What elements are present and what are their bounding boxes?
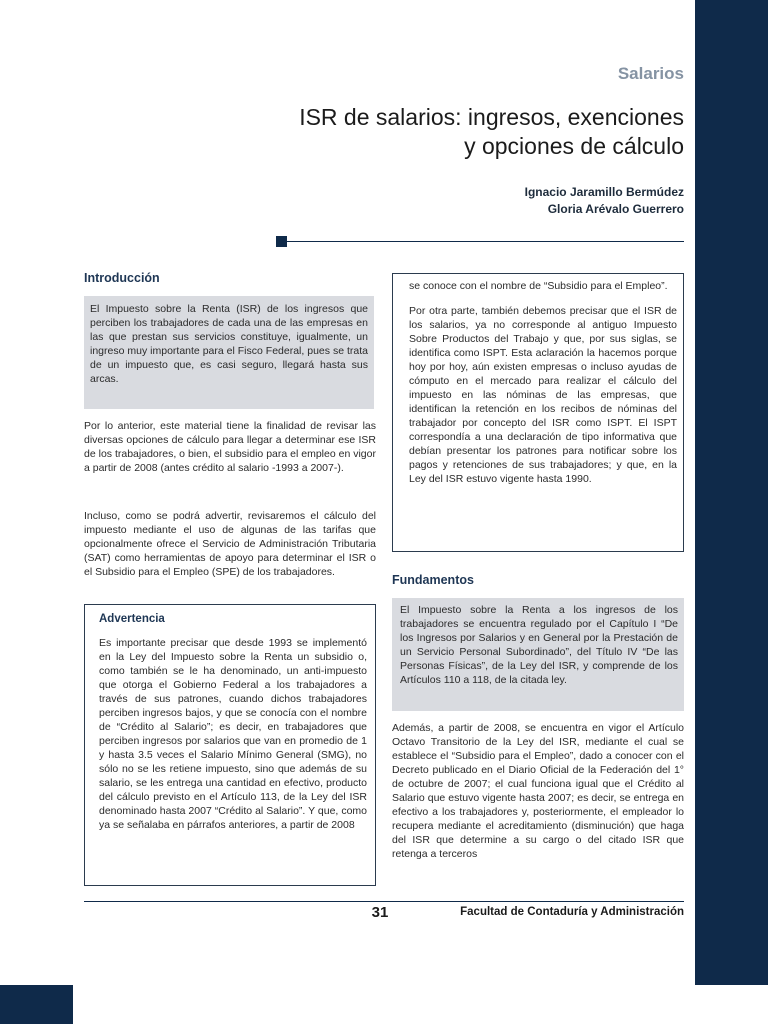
title-line-2: y opciones de cálculo [464, 133, 684, 159]
intro-box: El Impuesto sobre la Renta (ISR) de los ingresos que perciben los trabajadores de cada una de las empresas en las que prestan sus servicios constituye, igualmente, un ingreso muy importante para el Fisco Federal, pues se trata de un impuesto que, es casi seguro, llegará hasta sus arcas. [84, 296, 374, 409]
intro-paragraph-2: Incluso, como se podrá advertir, revisaremos el cálculo del impuesto mediante el uso de algunas de las tarifas que opcionalmente ofrece el Servicio de Administración Tributaria (SAT) como herramientas de apoyo para determinar el ISR o el Subsidio para el Empleo (SPE) de los trabajadores. [84, 510, 376, 578]
bottom-left-decorative-block [0, 985, 73, 1024]
footer-rule [84, 901, 684, 902]
continued-paragraph-2: Por otra parte, también debemos precisar que el ISR de los salarios, ya no corresponde al antiguo Impuesto Sobre Productos del Trabajo y que, por sus siglas, se identifica como ISPT. Esta aclaración la hacemos porque hoy por hoy, aún existen empresas o incluso ayudas de cómputo en el mercado para realizar el cálculo del impuesto en las nóminas de las empresas, que identifican la retención en los recibos de nóminas del trabajador por concepto del ISR como ISPT. El ISPT correspondía a una declaración de tipo informativa que debían presentar los patrones para notificar sobre los pagos y retenciones de sus trabajadores; y que, en la Ley del ISR estuvo vigente hasta 1990. [409, 305, 677, 485]
fundamentos-paragraph: Además, a partir de 2008, se encuentra en vigor el Artículo Octavo Transitorio de la Ley del ISR, mediante el cual se establece el “Subsidio para el Empleo”, dado a conocer con el Decreto publicado en el Diario Oficial de la Federación del 1° de octubre de 2007; el cual funciona igual que el Crédito al Salario que estuvo vigente hasta 2007; es decir, se entrega en efectivo a los trabajadores y, posteriormente, el empleador lo recupera mediante el acreditamiento (disminución) que haga del ISR que determine a su cargo o del citado ISR que retenga a terceros [392, 722, 684, 860]
footer-faculty: Facultad de Contaduría y Administración [460, 906, 684, 918]
continued-box [392, 273, 684, 552]
continued-paragraph-1: se conoce con el nombre de “Subsidio para el Empleo”. [409, 280, 668, 292]
author-1: Ignacio Jaramillo Bermúdez [524, 185, 684, 199]
right-decorative-bar [695, 0, 768, 985]
section-tag: Salarios [617, 64, 684, 83]
warning-box [84, 604, 376, 886]
divider-line [287, 241, 684, 242]
fundamentos-box: El Impuesto sobre la Renta a los ingresos de los trabajadores se encuentra regulado por el Capítulo I “De los Ingresos por Salarios y en General por la Prestación de un Servicio Personal Subordinado”, del Título IV “De las Personas Físicas”, de la Ley del ISR, y comprende de los Artículos 110 a 118, de la citada ley. [392, 598, 684, 711]
authors [284, 184, 684, 218]
article-title [164, 103, 684, 161]
warning-title: Advertencia [99, 613, 165, 625]
intro-paragraph-1: Por lo anterior, este material tiene la finalidad de revisar las diversas opciones de cálculo para llegar a determinar ese ISR de los trabajadores, o bien, el subsidio para el empleo en vigor a partir de 2008 (antes crédito al salario -1993 a 2007-). [84, 420, 376, 474]
author-2: Gloria Arévalo Guerrero [547, 202, 684, 216]
fundamentos-heading: Fundamentos [392, 573, 474, 587]
divider-square [276, 236, 287, 247]
page-number: 31 [371, 904, 389, 921]
intro-heading: Introducción [84, 271, 160, 285]
warning-text: Es importante precisar que desde 1993 se implementó en la Ley del Impuesto sobre la Renta un subsidio o, como también se le ha denominado, un anti-impuesto que otorga el Gobierno Federal a los trabajadores a través de sus patrones, cuando dichos trabajadores perciben ingresos bajos, y que se conocía con el nombre de “Crédito al Salario”; es decir, en trabajadores que perciben ingresos por salarios que van en promedio de 1 y hasta 3.5 veces el Salario Mínimo General (SMG), no sólo no se les retiene impuesto, sino que además de su salario, se les entrega una cantidad en efectivo, producto del cálculo previsto en el Artículo 113, de la Ley del ISR denominado hasta 2007 “Crédito al Salario”. Y que, como ya se señalaba en párrafos anteriores, a partir de 2008 [99, 637, 367, 831]
title-line-1: ISR de salarios: ingresos, exenciones [299, 104, 684, 130]
